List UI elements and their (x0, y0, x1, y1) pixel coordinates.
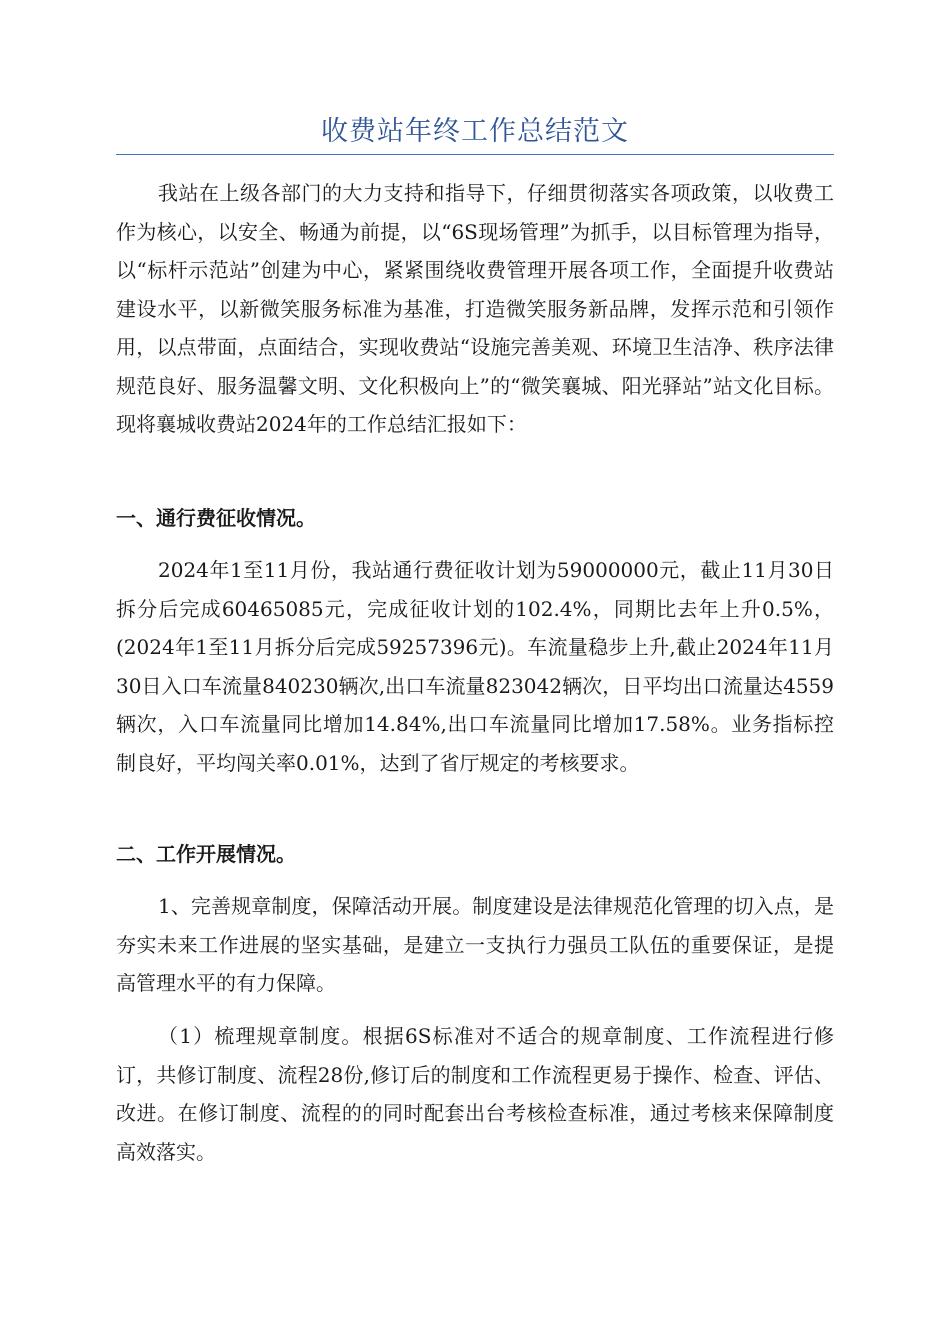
section-heading-work-progress: 二、工作开展情况。 (116, 842, 296, 866)
document-title: 收费站年终工作总结范文 (321, 116, 629, 147)
section-heading-fee-collection: 一、通行费征收情况。 (116, 506, 316, 530)
work-subitem-paragraph: （1）梳理规章制度。根据6S标准对不适合的规章制度、工作流程进行修订，共修订制度、流程28份,修订后的制度和工作流程更易于操作、检查、评估、改进。在修订制度、流程的的同时配套出台考核检查标准，通过考核来保障制度高效落实。 (116, 1024, 834, 1164)
title-underline (116, 154, 834, 155)
fee-collection-paragraph: 2024年1至11月份，我站通行费征收计划为59000000元，截止11月30日拆分后完成60465085元，完成征收计划的102.4%，同期比去年上升0.5%，(2024年1至11月拆分后完成59257396元)。车流量稳步上升,截止2024年11月30日入口车流量840230辆次,出口车流量823042辆次，日平均出口流量达4559辆次，入口车流量同比增加14.84%,出口车流量同比增加17.58%。业务指标控制良好，平均闯关率0.01%，达到了省厅规定的考核要求。 (116, 558, 834, 775)
work-item-paragraph: 1、完善规章制度，保障活动开展。制度建设是法律规范化管理的切入点，是夯实未来工作进展的坚实基础，是建立一支执行力强员工队伍的重要保证，是提高管理水平的有力保障。 (116, 894, 834, 995)
intro-paragraph: 我站在上级各部门的大力支持和指导下，仔细贯彻落实各项政策，以收费工作为核心，以安全、畅通为前提，以“6S现场管理”为抓手，以目标管理为指导，以“标杆示范站”创建为中心，紧紧围绕收费管理开展各项工作，全面提升收费站建设水平，以新微笑服务标准为基准，打造微笑服务新品牌，发挥示范和引领作用，以点带面，点面结合，实现收费站“设施完善美观、环境卫生洁净、秩序法律规范良好、服务温馨文明、文化积极向上”的“微笑襄城、阳光驿站”站文化目标。现将襄城收费站2024年的工作总结汇报如下： (116, 181, 834, 436)
